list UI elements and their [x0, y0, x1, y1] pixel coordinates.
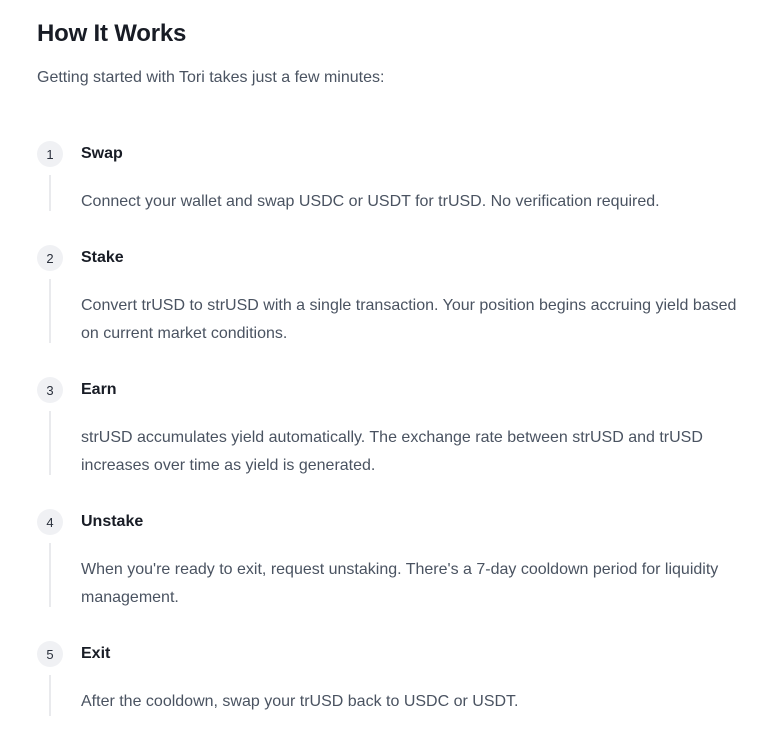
step-title: Swap — [81, 145, 123, 162]
step-content — [81, 141, 741, 216]
step-marker — [37, 245, 63, 348]
step-title: Unstake — [81, 513, 144, 530]
step-number-badge: 5 — [37, 641, 63, 667]
step-description: Convert trUSD to strUSD with a single transaction. Your position begins accruing yield based on current market conditions. — [81, 297, 737, 342]
step-marker — [37, 641, 63, 716]
step-number-badge: 1 — [37, 141, 63, 167]
step-description: strUSD accumulates yield automatically. The exchange rate between strUSD and trUSD increases over time as yield is generated. — [81, 429, 703, 474]
page-title: How It Works — [37, 20, 187, 47]
step-marker — [37, 377, 63, 480]
step-title: Exit — [81, 645, 111, 662]
step-description: Connect your wallet and swap USDC or USDT for trUSD. No verification required. — [81, 193, 660, 210]
step-title: Stake — [81, 249, 124, 266]
step-exit — [37, 641, 741, 737]
timeline-connector-line — [49, 675, 51, 716]
step-earn — [37, 377, 741, 509]
step-swap — [37, 141, 741, 245]
timeline-connector-line — [49, 411, 51, 475]
page-subtitle: Getting started with Tori takes just a few minutes: — [37, 69, 385, 86]
steps-timeline — [37, 141, 741, 737]
step-number-badge: 4 — [37, 509, 63, 535]
step-content — [81, 377, 741, 480]
step-stake — [37, 245, 741, 377]
step-content — [81, 245, 741, 348]
step-unstake — [37, 509, 741, 641]
step-content — [81, 509, 741, 612]
step-marker — [37, 509, 63, 612]
step-marker — [37, 141, 63, 216]
timeline-connector-line — [49, 543, 51, 607]
step-title: Earn — [81, 381, 117, 398]
step-description: After the cooldown, swap your trUSD back to USDC or USDT. — [81, 693, 519, 710]
step-description: When you're ready to exit, request unstaking. There's a 7-day cooldown period for liquidity management. — [81, 561, 719, 606]
step-number-badge: 2 — [37, 245, 63, 271]
timeline-connector-line — [49, 279, 51, 343]
step-content — [81, 641, 741, 716]
step-number-badge: 3 — [37, 377, 63, 403]
timeline-connector-line — [49, 175, 51, 211]
